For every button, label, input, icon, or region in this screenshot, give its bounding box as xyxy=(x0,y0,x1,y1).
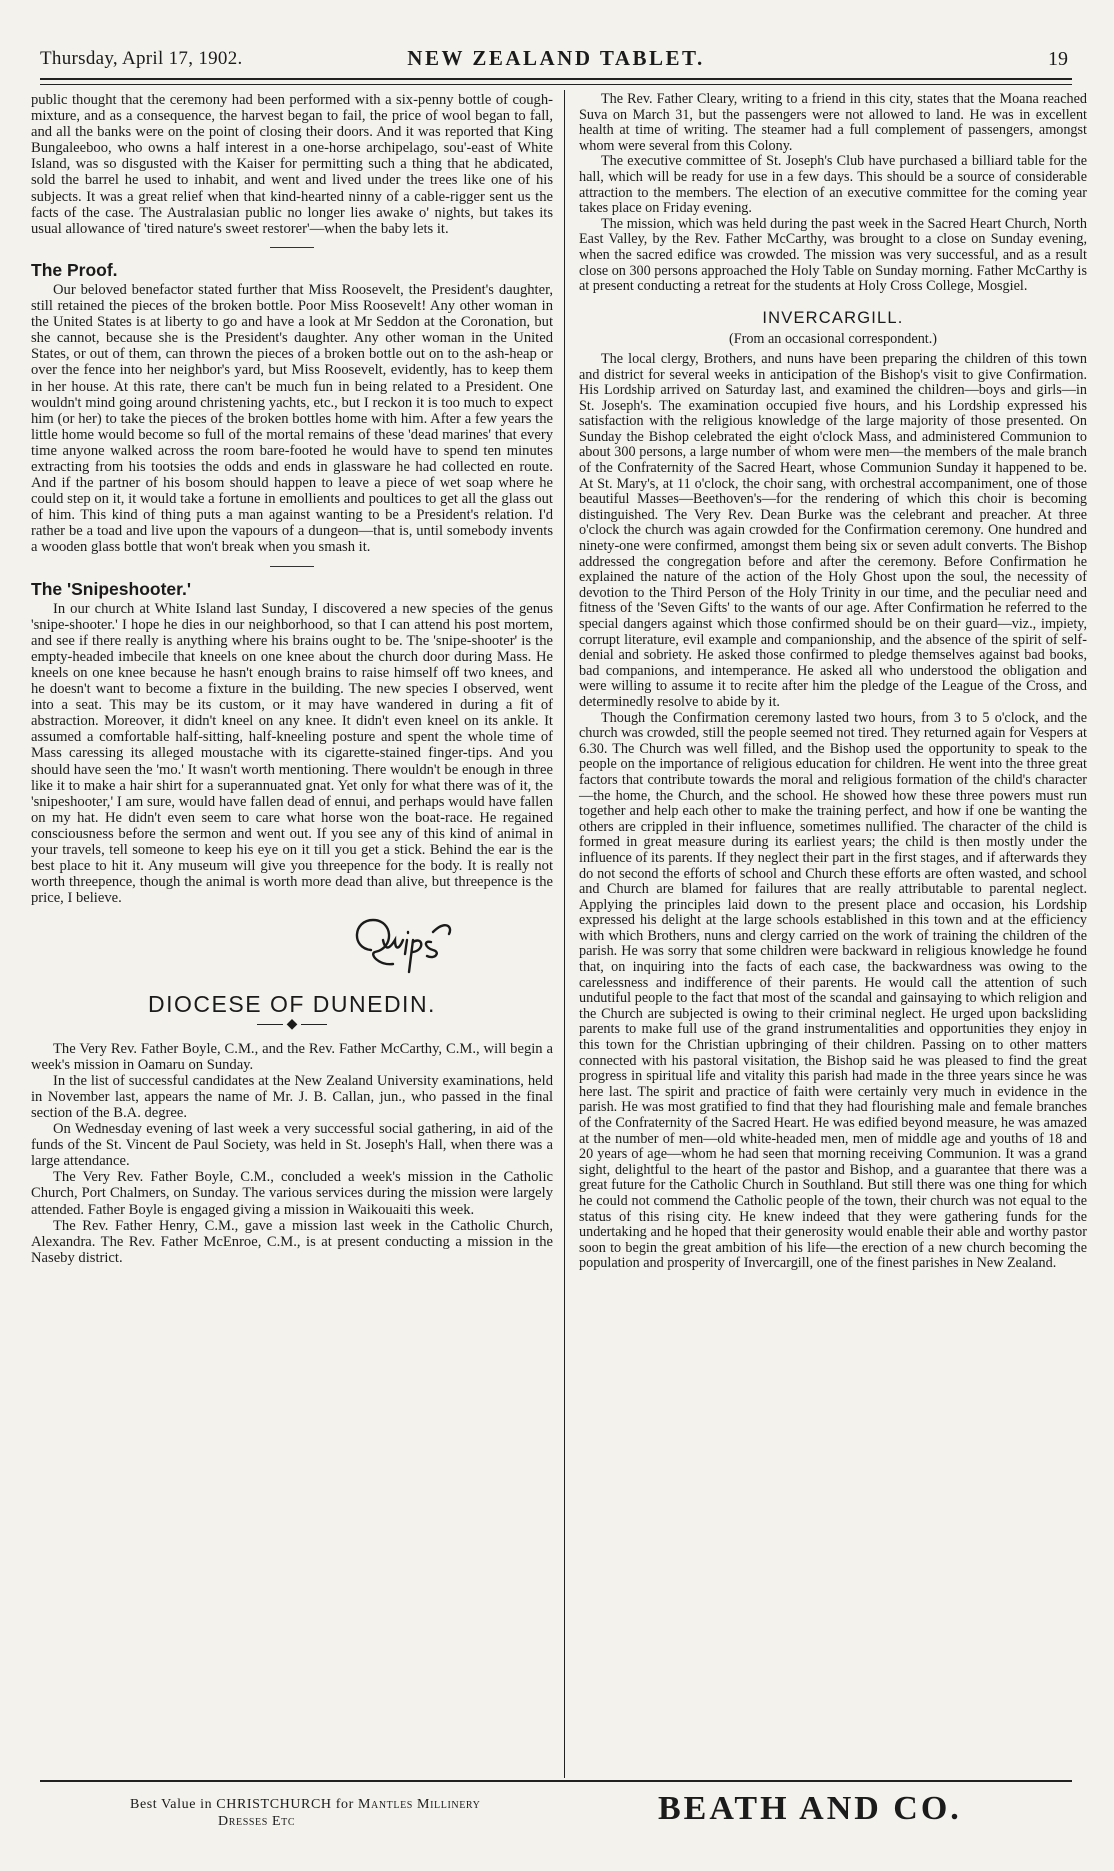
section-rule xyxy=(270,247,314,248)
column-divider xyxy=(564,90,565,1778)
advert-line-2: Dresses Etc xyxy=(218,1814,296,1829)
diocese-paragraph: The Very Rev. Father Boyle, C.M., concluded a week's mission in the Catholic Church, Port Chalmers, on Sunday. The various services during the mission were largely attended. Father Boyle is engaged giving a mission in Waikouaiti this week. xyxy=(31,1169,553,1218)
intro-paragraph: public thought that the ceremony had been performed with a six-penny bottle of cough-mixture, and as a consequence, the harvest began to fail, the price of wool began to fall, and all the banks were on the point of closing their doors. And it was reported that King Bungaleeboo, who owns a half interest in a one-horse archipelago, sou'-east of White Island, was so disgusted with the Kaiser for permitting such a thing that he abdicated, sold the barrel he used to inhabit, and went and lived under the trees like one of his subjects. It was a great relief when that kind-hearted ninny of a cable-rigger sent us the facts of the case. The Australasian public no longer lies awake o' nights, but takes its usual allowance of 'tired nature's sweet restorer'—when the baby lets it. xyxy=(31,92,553,237)
news-paragraph: The Rev. Father Cleary, writing to a friend in this city, states that the Moana reached Suva on March 31, but the passengers were not allowed to land. He was in excellent health at time of writing. The steamer had a full complement of passengers, amongst whom were several from this Colony. xyxy=(579,91,1087,154)
diocese-paragraph: On Wednesday evening of last week a very successful social gathering, in aid of the funds of the St. Vincent de Paul Society, was held in St. Joseph's Hall, when there was a large attendance. xyxy=(31,1121,553,1170)
page-number: 19 xyxy=(1048,48,1068,70)
footer-advert-text xyxy=(130,1796,480,1830)
snipeshooter-paragraph: In our church at White Island last Sunday, I discovered a new species of the genus 'snipe-shooter.' I hope he dies in our neighborhood, so that I can attend his post mortem, and see if there really is anything where his brains ought to be. The 'snipe-shooter' is the empty-headed imbecile that kneels on one knee about the church door during Mass. He kneels on one knee because he hasn't enough brains to raise himself off two knees, and he doesn't want to become a fixture in the building. The new species I observed, went into a seat. This may be its custom, or it may have wandered in during a fit of abstraction. Moreover, it didn't kneel on any knee. It didn't even kneel on its ankle. It assumed a comfortable half-sitting, half-kneeling posture and spent the whole time of Mass caressing its alleged moustache with its cigarette-stained finger-tips. And you should have seen the 'mo.' It wasn't worth mentioning. There wouldn't be enough in three like it to make a hair shirt for a superannuated gnat. Yet only for what there was of it, the 'snipeshooter,' I am sure, would have fallen dead of ennui, and perhaps would have fallen on my hat. He didn't even seem to care what horse won the boat-race. He regained consciousness before the sermon and went out. If you see any of this kind of animal in your travels, tell someone to keep his eye on it till you get a stick. Behind the ear is the best place to hit it. Any museum will give you threepence for the body. It is really not worth threepence, though the animal is worth more dead than alive, but threepence is the price, I believe. xyxy=(31,600,553,907)
section-rule xyxy=(270,566,314,567)
correspondent-byline: (From an occasional correspondent.) xyxy=(728,331,937,348)
diocese-paragraph: In the list of successful candidates at the New Zealand University examinations, held in November last, appears the name of Mr. J. B. Callan, jun., who passed in the final section of the B.A. degree. xyxy=(31,1072,553,1121)
advert-line-1-goods: Mantles Millinery xyxy=(357,1797,481,1812)
quips-signature xyxy=(31,910,553,988)
proof-heading: The Proof. xyxy=(31,259,118,280)
newspaper-title: NEW ZEALAND TABLET. xyxy=(407,46,705,70)
news-paragraph: The executive committee of St. Joseph's Club have purchased a billiard table for the hall, which will be ready for use in a few days. This should be a source of considerable attraction to the members. The election of an executive committee for the coming year takes place on Friday evening. xyxy=(579,153,1087,217)
beath-advert: BEATH AND CO. xyxy=(658,1790,962,1827)
diocese-paragraph: The Rev. Father Henry, C.M., gave a mission last week in the Catholic Church, Alexandra. The Rev. Father McEnroe, C.M., is at present conducting a mission in the Naseby district. xyxy=(31,1217,553,1266)
invercargill-heading: INVERCARGILL. xyxy=(762,308,904,327)
advert-line-1: Best Value in CHRISTCHURCH for xyxy=(130,1797,354,1812)
snipeshooter-heading: The 'Snipeshooter.' xyxy=(31,578,192,599)
issue-date: Thursday, April 17, 1902. xyxy=(40,48,243,69)
diocese-paragraph: The Very Rev. Father Boyle, C.M., and the Rev. Father McCarthy, C.M., will begin a week's mission in Oamaru on Sunday. xyxy=(31,1040,553,1073)
diocese-heading: DIOCESE OF DUNEDIN. xyxy=(148,991,436,1018)
left-column xyxy=(31,92,553,1266)
invercargill-paragraph: The local clergy, Brothers, and nuns have been preparing the children of this town and district for several weeks in anticipation of the Bishop's visit to give Confirmation. His Lordship arrived on Saturday last, and examined the children—boys and girls—in St. Joseph's. The examination occupied five hours, and his Lordship expressed his satisfaction with the religious knowledge of the large majority of those presented. On Sunday the Bishop celebrated the eight o'clock Mass, and administered Communion to about 300 persons, a large number of whom were men—the members of the male branch of the Confraternity of the Sacred Heart, whose Communion Sunday it happened to be. At St. Mary's, at 11 o'clock, the choir sang, with orchestral accompaniment, one of those beautiful Masses—Beethoven's—for the rendering of which this choir is becoming distinguished. The Very Rev. Dean Burke was the celebrant and preacher. At three o'clock the church was again crowded for the Confirmation ceremony. One hundred and ninety-one were confirmed, amongst them being six or seven adult converts. The Bishop addressed the congregation before and after the ceremony. Before Confirmation he explained the nature of the action of the Holy Ghost upon the soul, the necessity of devotion to the Third Person of the Holy Trinity in our time, and the peculiar need and fitness of the 'Seven Gifts' to the wants of our age. After Confirmation he referred to the special dangers against which those confirmed should be on their guard—viz., impiety, corrupt literature, evil example and companionship, and the absence of the spirit of self-denial and sobriety. He asked those confirmed to pledge themselves against bad books, bad companions, and intemperance. He asked all who understood the obligation and were willing to assume it to recite after him the pledge of the League of the Cross, and determinedly resolve to abide by it. xyxy=(579,350,1087,710)
invercargill-paragraph: Though the Confirmation ceremony lasted two hours, from 3 to 5 o'clock, and the church was crowded, still the people seemed not tired. They returned again for Vespers at 6.30. The Church was well filled, and the Bishop used the opportunity to speak to the people on the importance of religious education for children. He went into the three great factors that contribute towards the moral and religious formation of the child's character—the home, the Church, and the school. He showed how these three powers must run together and help each other to make the training perfect, and how if one be wanting the others are crippled in their influence, sometimes nullified. The character of the child is formed in great measure during its earliest years; the child is then mostly under the influence of its parents. If they neglect their part in the first stages, and if afterwards they do not second the efforts of school and Church these efforts are often wasted, and school and Church are blamed for failures that are really attributable to parental neglect. Applying the principles laid down to the present place and occasion, his Lordship expressed his delight at the large schools established in this town and at the efficiency with which Brothers, nuns and clergy carried on the work of training the children of the parish. He was sorry that some children were backward in religious knowledge he found that, on inquiring into the facts of each case, the backwardness was owing to the carelessness and indifference of their parents. He would call the attention of such undutiful people to the fact that most of the scandal and gainsaying to which religion and the Church are subjected is owing to their criminal neglect. He urged upon backsliding parents to make full use of the grand instrumentalities and opportunities they enjoy in this town for the Christian upbringing of their children. Passing on to other matters connected with his pastoral visitation, the Bishop said he was pleased to find the great progress in spiritual life and vitality this parish had made in the three years since he was here last. The spirit and practice of faith were certainly very much in evidence in the parish. He was most gratified to find that they had flourishing male and female branches of the Confraternity of the Sacred Heart. He was edified beyond measure, he was amazed at the number of men—old white-headed men, men of middle age and youths of 18 and 20 years of age—whom he had seen that morning receiving Communion. It was a grand sight, delightful to the heart of the pastor and Bishop, and a guarantee that there was a great future for the Catholic Church in Southland. But still there was one thing for which he could not commend the Catholic people of the town, their church was not equal to the status of this rising city. He knew indeed that they were gathering funds for the undertaking and he hoped that their generosity would enable their able and worthy pastor soon to begin the great ambition of his life—the erection of a new church becoming the population and prosperity of Invercargill, one of the finest parishes in New Zealand. xyxy=(579,709,1087,1272)
news-paragraph: The mission, which was held during the past week in the Sacred Heart Church, North East Valley, by the Rev. Father McCarthy, was brought to a close on Sunday evening, when the sacred edifice was crowded. The mission was very successful, and as a result close on 300 persons approached the Holy Table on Sunday morning. Father McCarthy is at present conducting a retreat for the students at Holy Cross College, Mosgiel. xyxy=(579,215,1087,295)
proof-paragraph: Our beloved benefactor stated further that Miss Roosevelt, the President's daughter, still retained the pieces of the broken bottle. Poor Miss Roosevelt! Any other woman in the United States is at liberty to go and have a look at Mr Seddon at the Coronation, but she cannot, because she is the President's daughter. Any other woman in the United States, or out of them, can thrown the pieces of a broken bottle out on to the ash-heap or over the fence into her neighbor's yard, but Miss Roosevelt, evidently, has to keep them in her house. At this rate, there can't be much fun in being related to a President. One wouldn't mind going around christening yachts, etc., but I reckon it is too much to expect him (or her) to take the pieces of the broken bottles home with him. After a few years the little home would become so full of the mortal remains of these 'dead marines' that every time anyone walked across the room bare-footed he would have to spend ten minutes extracting from his tootsies the odds and ends in glassware he had collected en route. And if the partner of his bosom should happen to leave a piece of wet soap where he could step on it, it would take a fortune in emollients and poultices to get all the glass out of him. This kind of thing puts a man against wanting to be a President's relation. I'd rather be a toad and live upon the vapours of a dungeon—that is, until somebody invents a wooden glass bottle that won't break when you smash it. xyxy=(31,281,553,556)
diamond-rule: ◆ xyxy=(31,1017,553,1033)
masthead xyxy=(40,38,1072,82)
signature-flourish-icon xyxy=(349,910,459,980)
right-column xyxy=(579,92,1087,1272)
footer-rule xyxy=(40,1780,1072,1782)
header-rule xyxy=(40,78,1072,80)
header-rule-thin xyxy=(40,84,1072,85)
